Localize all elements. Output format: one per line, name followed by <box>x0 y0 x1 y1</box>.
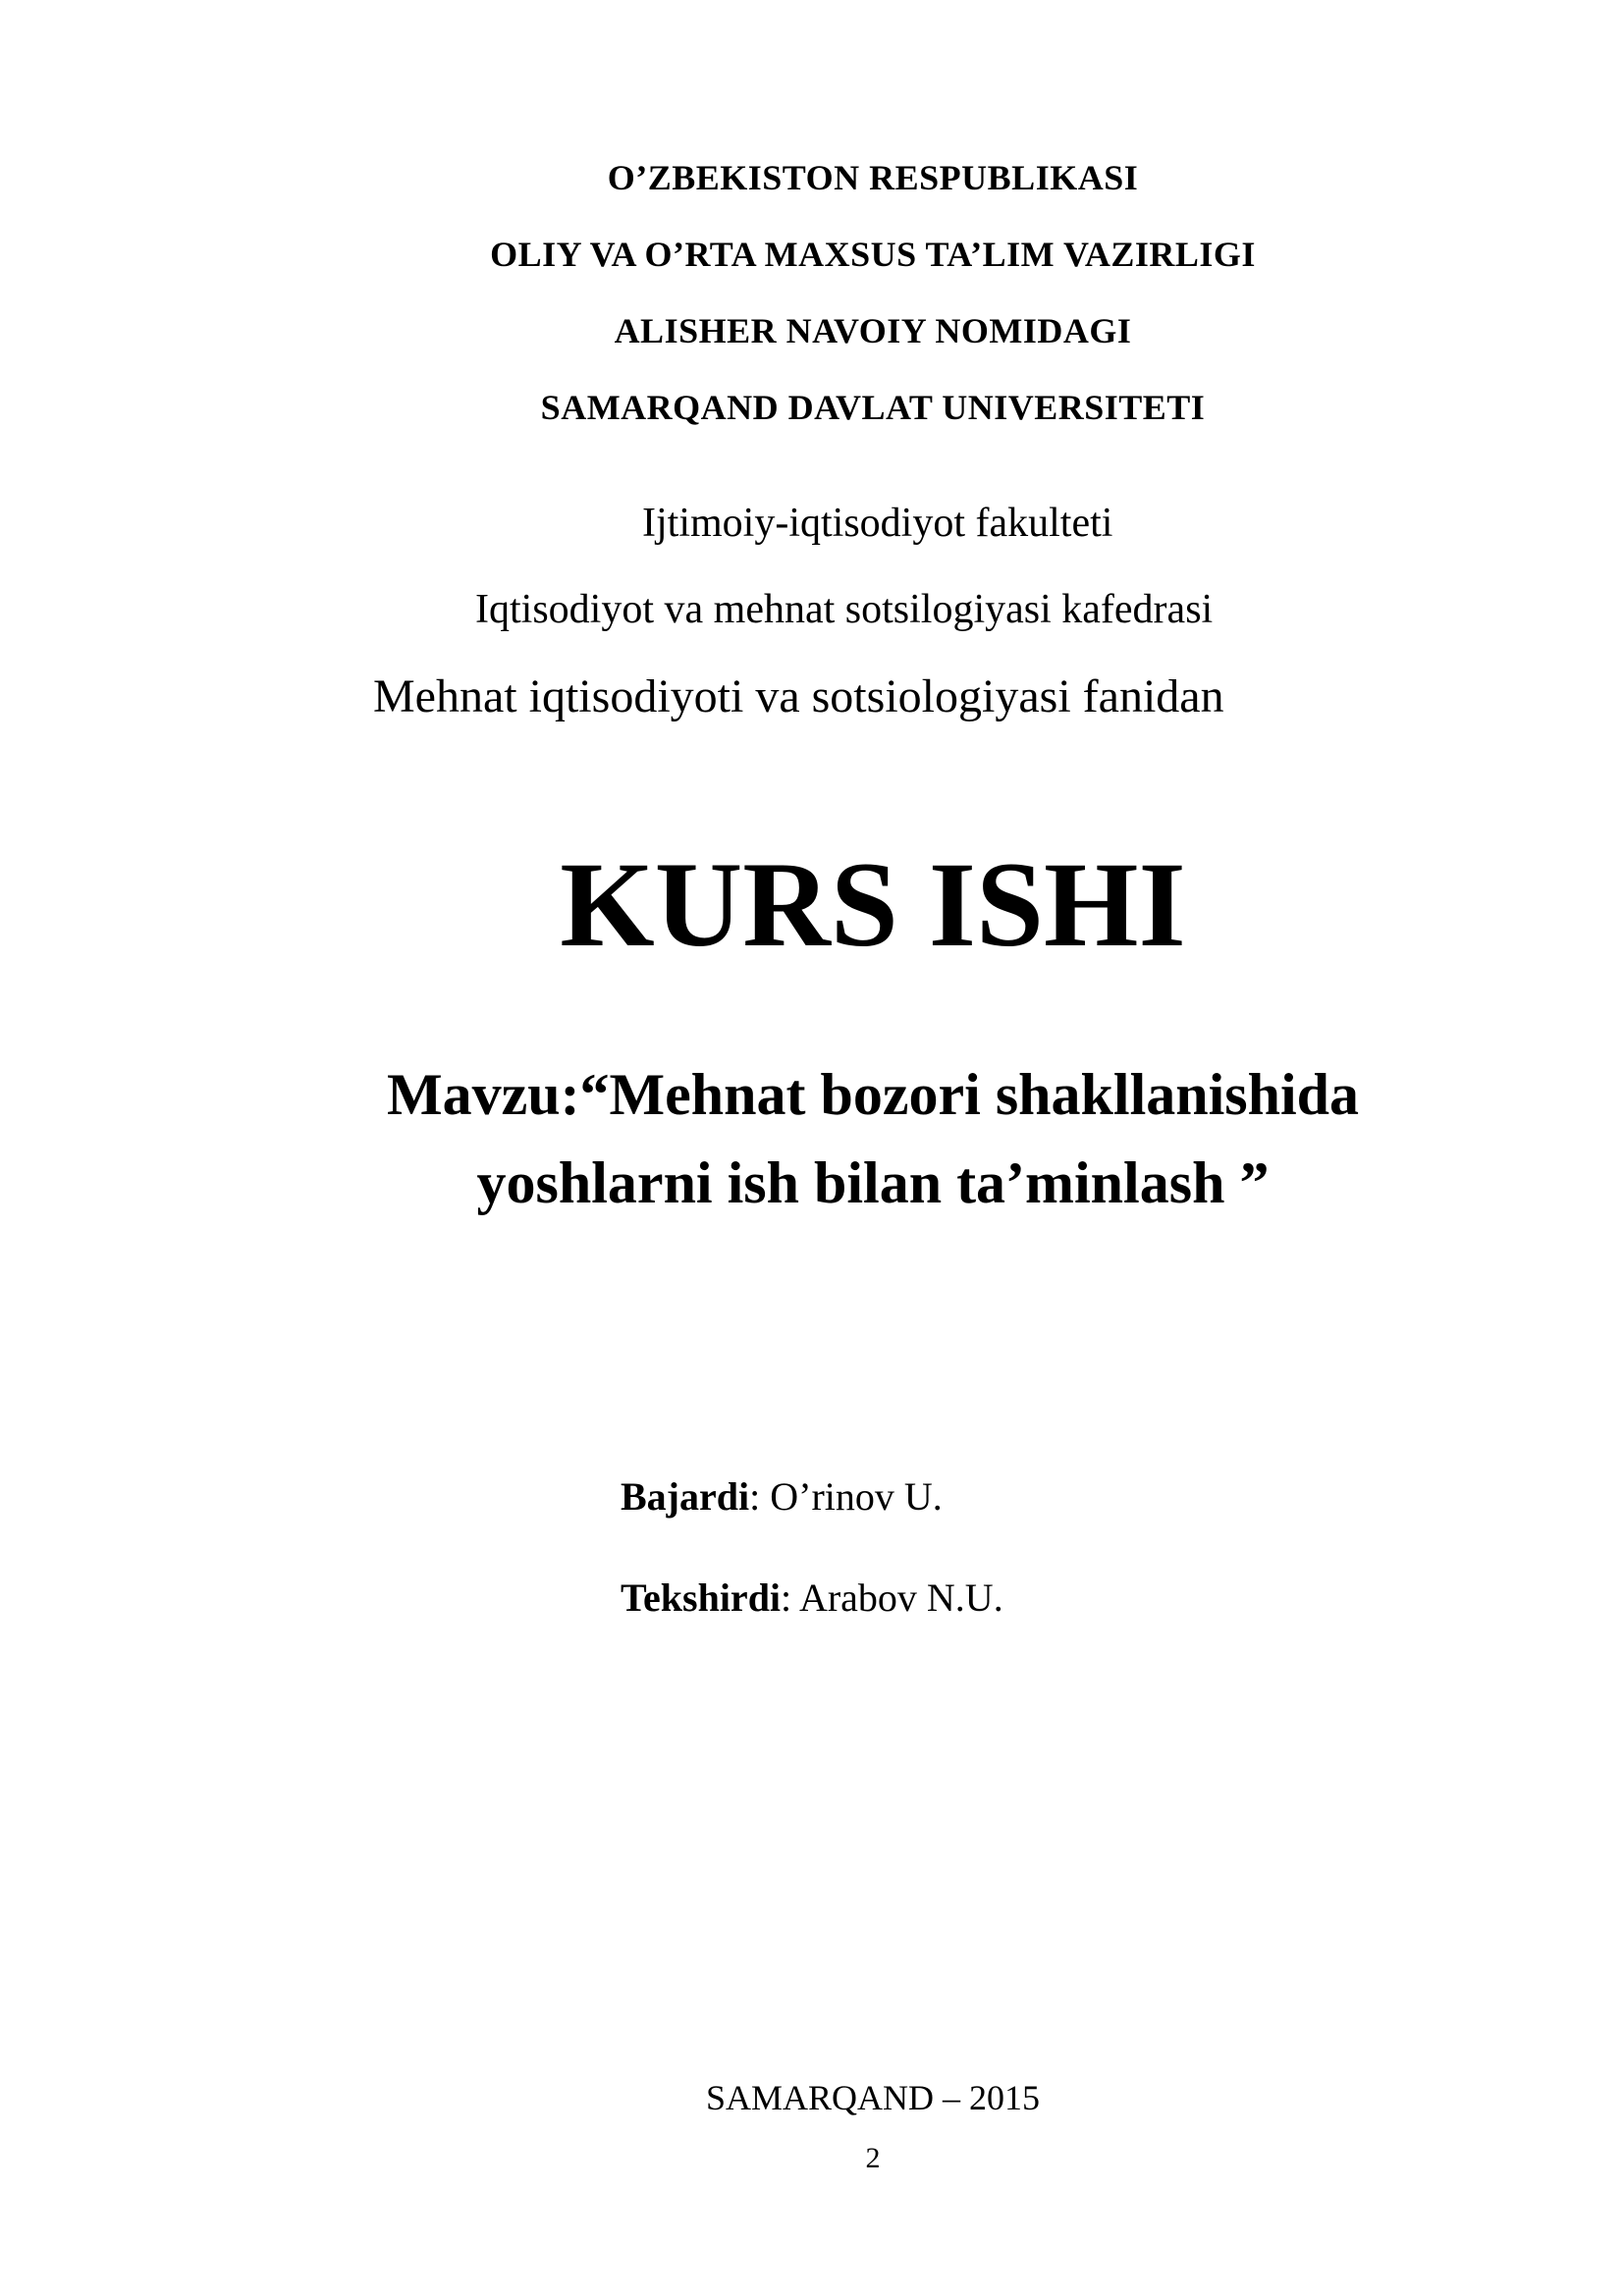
subject-name: Mehnat iqtisodiyoti va sotsiologiyasi fanidan <box>373 670 1224 722</box>
page-number: 2 <box>865 2142 881 2174</box>
topic-line-1: Mavzu:“Mehnat bozori shakllanishida <box>386 1062 1360 1127</box>
header-line-republic: O’ZBEKISTON RESPUBLIKASI <box>607 158 1139 197</box>
checked-by <box>621 1575 1003 1620</box>
performed-by <box>621 1474 943 1519</box>
document-type-title: KURS ISHI <box>560 837 1186 972</box>
performed-by-label: Bajardi <box>621 1474 750 1519</box>
header-line-university: SAMARQAND DAVLAT UNIVERSITETI <box>540 388 1206 427</box>
checked-by-value: : Arabov N.U. <box>781 1575 1003 1620</box>
performed-by-value: : O’rinov U. <box>749 1474 943 1519</box>
header-line-named-after: ALISHER NAVOIY NOMIDAGI <box>614 311 1132 350</box>
faculty-name: Ijtimoiy-iqtisodiyot fakulteti <box>642 501 1113 546</box>
place-and-year: SAMARQAND – 2015 <box>705 2078 1041 2117</box>
checked-by-label: Tekshirdi <box>621 1575 782 1620</box>
header-line-ministry: OLIY VA O’RTA MAXSUS TA’LIM VAZIRLIGI <box>490 235 1256 274</box>
department-name: Iqtisodiyot va mehnat sotsilogiyasi kafedrasi <box>475 587 1214 632</box>
topic-line-2: yoshlarni ish bilan ta’minlash ” <box>476 1150 1270 1215</box>
